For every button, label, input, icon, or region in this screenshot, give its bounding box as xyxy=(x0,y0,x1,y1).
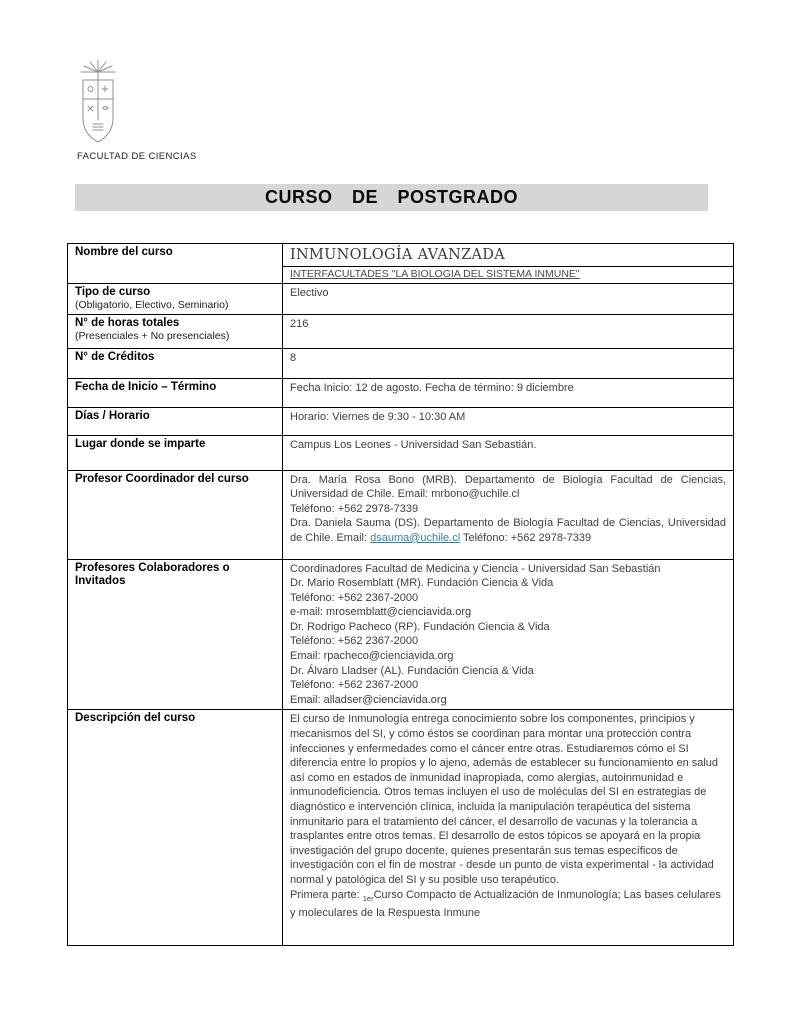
value-cell xyxy=(283,244,734,284)
row-label: Profesores Colaboradores o Invitados xyxy=(75,561,230,587)
document-title-banner xyxy=(75,184,708,211)
value-cell xyxy=(283,348,734,378)
course-title: INMUNOLOGÍA AVANZADA xyxy=(283,244,733,267)
coordinator-text-before-link: Dra. Daniela Sauma (DS). Departamento de Biología Facultad de Ciencias, Universidad de Chile. Email: xyxy=(290,517,726,544)
table-row-lugar xyxy=(68,435,734,470)
row-label: Lugar donde se imparte xyxy=(75,437,206,450)
table-row-coordinador xyxy=(68,470,734,559)
table-row-nombre xyxy=(68,244,734,284)
value-cell xyxy=(283,435,734,470)
course-subtitle: INTERFACULTADES "LA BIOLOGIA DEL SISTEMA INMUNE" xyxy=(290,268,580,280)
coordinator-paragraph-1: Dra. María Rosa Bono (MRB). Departamento de Biología Facultad de Ciencias, Universidad de Chile. Email: mrbono@uchile.cl xyxy=(290,473,726,501)
label-cell xyxy=(68,559,283,710)
row-value: Horario: Viernes de 9:30 - 10:30 AM xyxy=(290,410,466,423)
row-label: Días / Horario xyxy=(75,409,150,422)
label-cell xyxy=(68,244,283,284)
university-crest-icon xyxy=(73,58,123,148)
value-cell xyxy=(283,283,734,314)
label-cell xyxy=(68,314,283,348)
table-row-creditos xyxy=(68,348,734,378)
collaborator-line: Coordinadores Facultad de Medicina y Ciencia - Universidad San Sebastián xyxy=(290,562,661,575)
label-cell xyxy=(68,407,283,435)
table-row-horas xyxy=(68,314,734,348)
row-sublabel: (Presenciales + No presenciales) xyxy=(75,330,230,342)
row-value: Electivo xyxy=(290,286,329,299)
row-value: 8 xyxy=(290,351,297,364)
row-label: N° de Créditos xyxy=(75,350,155,363)
collaborator-line: Dr. Rodrigo Pacheco (RP). Fundación Ciencia & Vida xyxy=(290,620,550,633)
row-value: 216 xyxy=(290,317,309,330)
coordinator-phone-1: Teléfono: +562 2978-7339 xyxy=(290,502,419,515)
value-cell xyxy=(283,378,734,407)
collaborator-line: e-mail: mrosemblatt@cienciavida.org xyxy=(290,606,472,619)
value-cell xyxy=(283,559,734,710)
collaborator-line: Dr. Mario Rosemblatt (MR). Fundación Ciencia & Vida xyxy=(290,577,554,590)
row-label: Profesor Coordinador del curso xyxy=(75,472,249,485)
coordinator-paragraph-2 xyxy=(290,516,726,545)
table-row-colaboradores xyxy=(68,559,734,710)
label-cell xyxy=(68,378,283,407)
value-cell xyxy=(283,470,734,559)
row-label: Descripción del curso xyxy=(75,712,196,725)
label-cell xyxy=(68,348,283,378)
faculty-name: FACULTAD DE CIENCIAS xyxy=(77,151,197,162)
collaborator-line: Teléfono: +562 2367-2000 xyxy=(290,679,419,692)
row-value: Fecha Inicio: 12 de agosto. Fecha de término: 9 diciembre xyxy=(290,381,574,394)
course-description-body: El curso de Inmunología entrega conocimiento sobre los componentes, principios y mecanismos del SI, y cómo éstos se coordinan para montar una protección contra infecciones y enfermedades como el cáncer entre otras. Estudiaremos cómo el SI diferencia entre lo propios y lo ajeno, además de establecer su funcionamiento en salud así como en estados de inmunidad inapropiada, como alergias, autoinmunidad e inmunodeficiencia. Otros temas incluyen el uso de moléculas del SI en estrategias de diagnóstico e intervención clínica, incluida la manipulación terapéutica del sistema inmunitario para el tratamiento del cáncer, el desarrollo de vacunas y la tolerancia a trasplantes entre otros temas. El desarrollo de estos tópicos se apoyará en la propia investigación del grupo docente, quienes presentarán sus temas específicos de investigación con el fin de mostrar - desde un punto de vista experimental - la actividad normal y patológica del SI y su posible uso terapéutico. xyxy=(290,713,719,886)
label-cell xyxy=(68,710,283,946)
row-label: N° de horas totales xyxy=(75,316,180,329)
row-value: Campus Los Leones - Universidad San Sebastián. xyxy=(290,438,537,451)
document-title: CURSO DE POSTGRADO xyxy=(264,187,519,207)
collaborator-line: Teléfono: +562 2367-2000 xyxy=(290,591,419,604)
value-cell xyxy=(283,314,734,348)
table-row-descripcion xyxy=(68,710,734,946)
primera-parte-prefix: Primera parte: xyxy=(290,888,363,901)
label-cell xyxy=(68,470,283,559)
row-label: Tipo de curso xyxy=(75,285,151,298)
collaborator-line: Email: rpacheco@cienciavida.org xyxy=(290,650,454,663)
table-row-fecha xyxy=(68,378,734,407)
value-cell xyxy=(283,710,734,946)
coordinator-text-after-link: Teléfono: +562 2978-7339 xyxy=(460,531,592,544)
row-label: Nombre del curso xyxy=(75,246,173,258)
label-cell xyxy=(68,435,283,470)
collaborator-line: Dr. Álvaro Lladser (AL). Fundación Ciencia & Vida xyxy=(290,664,534,677)
collaborator-line: Teléfono: +562 2367-2000 xyxy=(290,635,419,648)
collaborator-line: Email: alladser@cienciavida.org xyxy=(290,693,447,706)
row-sublabel: (Obligatorio, Electivo, Seminario) xyxy=(75,299,229,311)
course-description-primera-parte xyxy=(290,888,726,921)
course-table xyxy=(67,243,734,946)
table-row-tipo xyxy=(68,283,734,314)
table-row-dias xyxy=(68,407,734,435)
label-cell xyxy=(68,283,283,314)
primera-parte-ordinal: 1er xyxy=(362,893,374,903)
row-label: Fecha de Inicio – Término xyxy=(75,380,217,393)
primera-parte-rest: Curso Compacto de Actualización de Inmunología; Las bases celulares y moleculares de la Respuesta Inmune xyxy=(290,888,721,920)
email-link[interactable]: dsauma@uchile.cl xyxy=(370,531,461,544)
value-cell xyxy=(283,407,734,435)
